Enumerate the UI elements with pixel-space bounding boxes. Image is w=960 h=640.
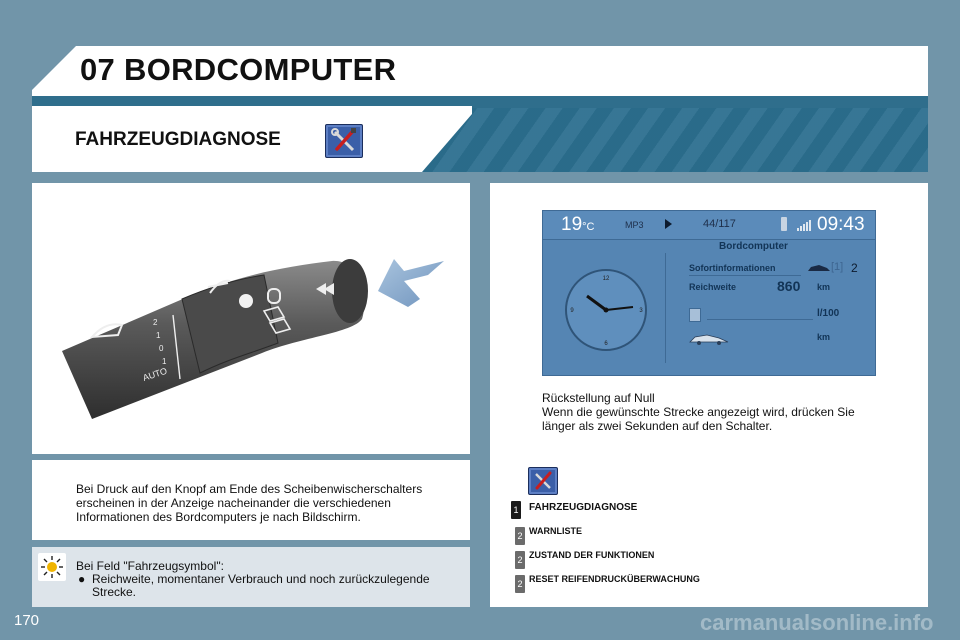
- display-time: 09:43: [817, 214, 865, 235]
- display-bracket-2: 2: [851, 261, 858, 275]
- stalk-ring: [182, 275, 278, 373]
- tip-line-1: Bei Feld "Fahrzeugsymbol":: [76, 559, 224, 573]
- stalk-panel: [32, 183, 470, 454]
- menu-item-warnliste: WARNLISTE: [529, 526, 582, 536]
- stalk-label-1: 1: [156, 331, 161, 340]
- stalk-button: [239, 294, 253, 308]
- menu-item-reset: RESET REIFENDRUCKÜBERWACHUNG: [529, 574, 700, 584]
- tools-icon: [325, 124, 363, 158]
- fuel-pump-icon: [689, 308, 701, 322]
- clock-3: 3: [639, 308, 643, 314]
- stalk-label-2: 2: [153, 318, 158, 327]
- phone-icon: [781, 217, 787, 231]
- reset-line-1: Wenn die gewünschte Strecke angezeigt wird, drücken Sie: [542, 405, 855, 419]
- pointer-arrow: [378, 259, 444, 307]
- unit-km: km: [817, 282, 831, 292]
- chapter-name: BORDCOMPUTER: [124, 52, 397, 87]
- unit-km-2: km: [817, 332, 831, 342]
- lightbulb-icon: [38, 553, 66, 581]
- analog-clock: [561, 265, 651, 355]
- stalk-tip: [332, 259, 368, 323]
- clock-6: 6: [604, 341, 608, 347]
- chapter-number: 07: [80, 52, 116, 87]
- car-icon: [689, 333, 729, 345]
- display-temperature: [561, 214, 594, 236]
- display-track: 44/117: [703, 218, 736, 230]
- chapter-title: [80, 52, 396, 88]
- display-screen: [542, 210, 876, 376]
- watermark: carmanualsonline.info: [700, 610, 934, 635]
- page-number: 170: [14, 612, 40, 629]
- tip-panel: [32, 547, 470, 607]
- tools-icon-graphic: [326, 125, 362, 157]
- menu-item-fahrzeugdiagnose: FAHRZEUGDIAGNOSE: [529, 502, 638, 513]
- reset-line-2: länger als zwei Sekunden auf den Schalter.: [542, 419, 773, 433]
- display-divider: [665, 253, 666, 363]
- menu-badge-2a: 2: [515, 527, 525, 545]
- stalk-label-auto: AUTO: [141, 365, 169, 383]
- item-underline-1: [689, 275, 801, 276]
- intro-line-3: Informationen des Bordcomputers je nach Bildschirm.: [76, 510, 361, 524]
- wiper-stalk-illustration: [32, 183, 470, 454]
- intro-panel: [32, 460, 470, 540]
- temperature-value: 19: [561, 214, 583, 235]
- tip-icon-box: [38, 553, 66, 581]
- menu-item-zustand: ZUSTAND DER FUNKTIONEN: [529, 550, 655, 560]
- intro-line-1: Bei Druck auf den Knopf am Ende des Scheibenwischerschalters: [76, 482, 423, 496]
- item-underline-2: [707, 319, 813, 320]
- clock-9: 9: [570, 308, 574, 314]
- item-sofortinformationen: Sofortinformationen: [689, 263, 776, 273]
- menu-badge-2c: 2: [515, 575, 525, 593]
- intro-line-2: erscheinen in der Anzeige nacheinander die verschiedenen: [76, 496, 391, 510]
- tools-icon-small: [529, 468, 557, 494]
- item-reichweite: Reichweite: [689, 282, 737, 292]
- unit-l100: l/100: [817, 308, 840, 319]
- section-title: FAHRZEUGDIAGNOSE: [75, 129, 281, 150]
- tip-line-2: Reichweite, momentaner Verbrauch und noch zurückzulegende: [92, 572, 430, 586]
- clock-12: 12: [602, 276, 610, 282]
- stalk-label-1b: 1: [162, 357, 167, 366]
- display-source: MP3: [625, 220, 644, 230]
- menu-badge-1: 1: [511, 501, 521, 519]
- tip-bullet: ●: [78, 572, 86, 586]
- menu-tools-icon: [528, 467, 558, 495]
- play-icon: [665, 219, 672, 229]
- display-menu-title: Bordcomputer: [719, 241, 788, 252]
- reset-heading: Rückstellung auf Null: [542, 391, 655, 405]
- display-bracket-1: [1]: [831, 261, 844, 273]
- menu-badge-2b: 2: [515, 551, 525, 569]
- car-icon-small: [807, 263, 831, 273]
- tip-line-3: Strecke.: [92, 585, 137, 599]
- signal-icon: [797, 219, 811, 231]
- temperature-unit: °C: [582, 221, 595, 233]
- reichweite-value: 860: [777, 278, 801, 294]
- stalk-label-0: 0: [159, 344, 164, 353]
